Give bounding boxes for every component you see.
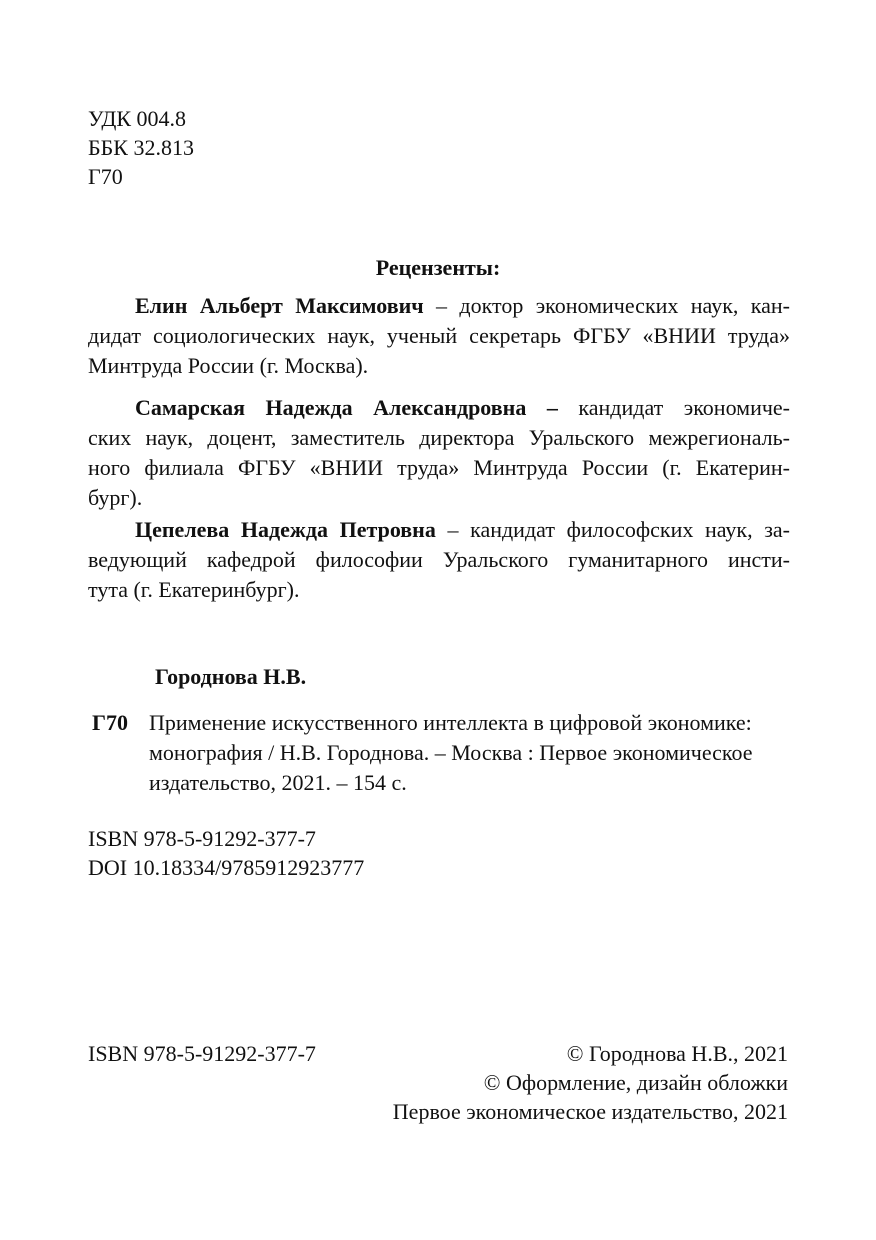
reviewer-name: Цепелева Надежда Петровна (135, 517, 436, 542)
reviewer-name: Самарская Надежда Александровна – (135, 395, 558, 420)
reviewer-entry-3 (88, 515, 790, 605)
bibliographic-line: издательство, 2021. – 154 с. (149, 770, 407, 795)
classification-codes (88, 104, 194, 191)
bibliographic-line: монография / Н.В. Городнова. – Москва : Первое экономическое (149, 740, 753, 765)
copyright-line: © Оформление, дизайн обложки (483, 1070, 788, 1095)
reviewer-description: кандидат экономиче- (557, 395, 790, 420)
reviewer-name: Елин Альберт Максимович (135, 293, 424, 318)
isbn-number: ISBN 978-5-91292-377-7 (88, 826, 316, 851)
reviewer-description: ного филиала ФГБУ «ВНИИ труда» Минтруда России (г. Екатерин- (88, 455, 790, 480)
bibliographic-line: Применение искусственного интеллекта в цифровой экономике: (149, 710, 752, 735)
reviewer-description: – доктор экономических наук, кан- (423, 293, 790, 318)
reviewer-entry-2 (88, 393, 790, 513)
copyright-line: Первое экономическое издательство, 2021 (392, 1099, 788, 1124)
reviewer-description: Минтруда России (г. Москва). (88, 353, 369, 378)
identifiers (88, 824, 364, 882)
reviewer-entry-1 (88, 291, 790, 381)
reviewer-description: бург). (88, 485, 143, 510)
bbk-code: ББК 32.813 (88, 135, 194, 160)
author-index: Г70 (92, 710, 128, 735)
reviewer-description: – кандидат философских наук, за- (435, 517, 791, 542)
reviewer-description: ских наук, доцент, заместитель директора Уральского межрегиональ- (88, 425, 790, 450)
copyright-block (393, 1039, 788, 1126)
reviewer-description: ведующий кафедрой философии Уральского гуманитарного инсти- (88, 547, 790, 572)
reviewers-heading: Рецензенты: (375, 255, 501, 280)
udk-code: УДК 004.8 (88, 106, 187, 131)
footer-isbn: ISBN 978-5-91292-377-7 (88, 1041, 316, 1066)
copyright-line: © Городнова Н.В., 2021 (566, 1041, 788, 1066)
doi-number: DOI 10.18334/9785912923777 (88, 855, 365, 880)
bibliographic-description (149, 708, 789, 798)
reviewer-description: дидат социологических наук, ученый секретарь ФГБУ «ВНИИ труда» (88, 323, 790, 348)
author-sign: Г70 (88, 164, 123, 189)
book-author: Городнова Н.В. (155, 664, 307, 689)
reviewer-description: тута (г. Екатеринбург). (88, 577, 300, 602)
